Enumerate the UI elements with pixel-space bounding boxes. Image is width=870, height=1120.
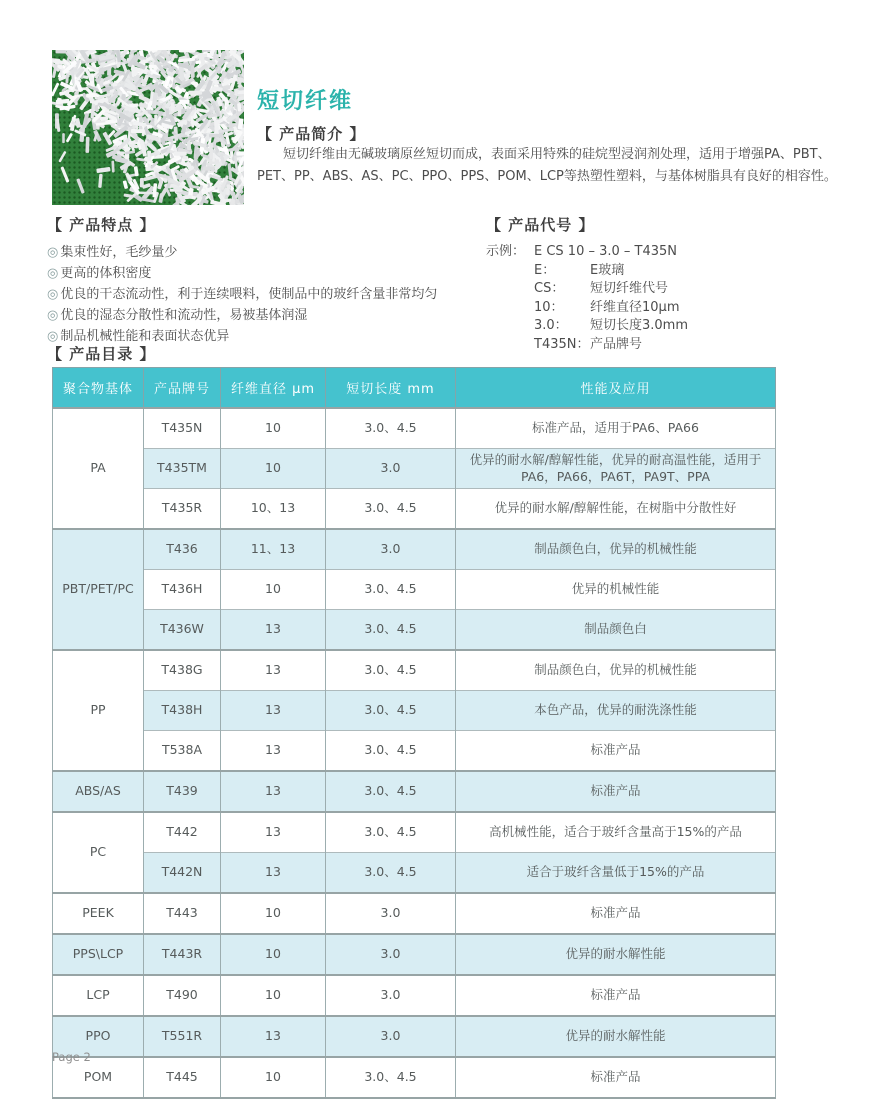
performance-cell: 优异的耐水解性能 — [456, 934, 776, 975]
fiber-diameter-cell: 13 — [221, 650, 326, 691]
chop-length-cell: 3.0、4.5 — [326, 408, 456, 449]
product-code-cell: T551R — [144, 1016, 221, 1057]
fiber-diameter-cell: 13 — [221, 1016, 326, 1057]
code-key: E： — [534, 262, 556, 278]
polymer-cell: LCP — [53, 975, 144, 1016]
code-legend-row — [486, 262, 866, 281]
fiber-illustration — [52, 50, 244, 205]
chop-length-cell: 3.0、4.5 — [326, 1057, 456, 1098]
chop-length-cell: 3.0、4.5 — [326, 650, 456, 691]
code-key: 3.0： — [534, 318, 568, 333]
table-header-cell: 纤维直径 μm — [221, 368, 326, 409]
feature-item — [47, 284, 467, 305]
polymer-cell: PP — [53, 650, 144, 771]
feature-text: 优良的干态流动性，利于连续喂料，使制品中的玻纤含量非常均匀 — [60, 287, 438, 302]
product-code-cell: T443R — [144, 934, 221, 975]
table-row — [53, 529, 776, 570]
table-row — [53, 771, 776, 812]
feature-text: 更高的体积密度 — [60, 266, 152, 281]
table-header-cell: 性能及应用 — [456, 368, 776, 409]
chop-length-cell: 3.0 — [326, 1016, 456, 1057]
catalog-table — [52, 367, 776, 1099]
fiber-diameter-cell: 13 — [221, 731, 326, 772]
product-code-cell: T436W — [144, 610, 221, 651]
fiber-diameter-cell: 13 — [221, 853, 326, 894]
table-row — [53, 853, 776, 894]
product-code-cell: T538A — [144, 731, 221, 772]
table-row — [53, 1016, 776, 1057]
fiber-diameter-cell: 10 — [221, 934, 326, 975]
code-example-value: E CS 10 – 3.0 – T435N — [534, 244, 678, 259]
fiber-diameter-cell: 10 — [221, 975, 326, 1016]
code-key: T435N： — [534, 336, 590, 352]
fiber-diameter-cell: 10 — [221, 408, 326, 449]
performance-cell: 标准产品，适用于PA6、PA66 — [456, 408, 776, 449]
fiber-diameter-cell: 13 — [221, 691, 326, 731]
chop-length-cell: 3.0、4.5 — [326, 853, 456, 894]
chop-length-cell: 3.0 — [326, 893, 456, 934]
fiber-diameter-cell: 13 — [221, 610, 326, 651]
table-row — [53, 975, 776, 1016]
code-block — [486, 243, 866, 354]
section-heading-codes: 【 产品代号 】 — [486, 216, 595, 234]
code-key: CS： — [534, 281, 565, 296]
performance-cell: 高机械性能，适合于玻纤含量高于15%的产品 — [456, 812, 776, 853]
product-code-cell: T435TM — [144, 449, 221, 489]
table-row — [53, 650, 776, 691]
chopped-fiber-photo — [52, 50, 244, 205]
code-legend-row — [486, 280, 866, 299]
table-row — [53, 489, 776, 530]
code-legend-row — [486, 317, 866, 336]
product-code-cell: T435N — [144, 408, 221, 449]
polymer-cell: PBT/PET/PC — [53, 529, 144, 650]
table-row — [53, 570, 776, 610]
code-desc: 短切长度3.0mm — [590, 318, 689, 333]
table-row — [53, 893, 776, 934]
fiber-diameter-cell: 10、13 — [221, 489, 326, 530]
product-code-cell: T442 — [144, 812, 221, 853]
table-header-cell: 短切长度 mm — [326, 368, 456, 409]
fiber-diameter-cell: 10 — [221, 570, 326, 610]
table-row — [53, 408, 776, 449]
polymer-cell: PA — [53, 408, 144, 529]
chop-length-cell: 3.0 — [326, 934, 456, 975]
performance-cell: 标准产品 — [456, 731, 776, 772]
product-code-cell: T436 — [144, 529, 221, 570]
page-title: 短切纤维 — [257, 89, 354, 114]
table-row — [53, 731, 776, 772]
code-rows — [486, 262, 866, 355]
table-row — [53, 610, 776, 651]
product-code-cell: T443 — [144, 893, 221, 934]
performance-cell: 标准产品 — [456, 893, 776, 934]
fiber-diameter-cell: 10 — [221, 449, 326, 489]
code-example-label: 示例： — [486, 244, 526, 259]
table-row — [53, 934, 776, 975]
table-header-cell: 聚合物基体 — [53, 368, 144, 409]
section-heading-features: 【 产品特点 】 — [47, 216, 156, 234]
performance-cell: 制品颜色白 — [456, 610, 776, 651]
feature-bullet-icon: ◎ — [47, 266, 59, 281]
code-desc: 纤维直径10μm — [590, 299, 680, 315]
code-desc: 短切纤维代号 — [590, 281, 669, 296]
performance-cell: 标准产品 — [456, 1057, 776, 1098]
polymer-cell: ABS/AS — [53, 771, 144, 812]
feature-text: 优良的湿态分散性和流动性，易被基体润湿 — [60, 308, 308, 323]
polymer-cell: PPO — [53, 1016, 144, 1057]
code-legend-row — [486, 336, 866, 355]
section-heading-intro: 【 产品简介 】 — [257, 125, 366, 143]
product-code-cell: T439 — [144, 771, 221, 812]
product-code-cell: T442N — [144, 853, 221, 894]
feature-list — [47, 242, 467, 347]
chop-length-cell: 3.0、4.5 — [326, 812, 456, 853]
code-example-line — [486, 243, 866, 262]
feature-bullet-icon: ◎ — [47, 287, 59, 302]
performance-cell: 优异的耐水解/醇解性能，优异的耐高温性能，适用于PA6，PA66，PA6T，PA9T、PPA — [456, 449, 776, 489]
polymer-cell: POM — [53, 1057, 144, 1098]
polymer-cell: PC — [53, 812, 144, 893]
chop-length-cell: 3.0、4.5 — [326, 570, 456, 610]
polymer-cell: PEEK — [53, 893, 144, 934]
performance-cell: 适合于玻纤含量低于15%的产品 — [456, 853, 776, 894]
performance-cell: 制品颜色白，优异的机械性能 — [456, 529, 776, 570]
product-code-cell: T438H — [144, 691, 221, 731]
fiber-diameter-cell: 11、13 — [221, 529, 326, 570]
code-desc: 产品牌号 — [590, 336, 643, 352]
performance-cell: 优异的机械性能 — [456, 570, 776, 610]
table-header-row — [53, 368, 776, 409]
performance-cell: 优异的耐水解/醇解性能，在树脂中分散性好 — [456, 489, 776, 530]
product-code-cell: T438G — [144, 650, 221, 691]
code-key: 10： — [534, 299, 564, 315]
chop-length-cell: 3.0、4.5 — [326, 691, 456, 731]
chop-length-cell: 3.0、4.5 — [326, 489, 456, 530]
feature-item — [47, 305, 467, 326]
product-code-cell: T445 — [144, 1057, 221, 1098]
performance-cell: 制品颜色白，优异的机械性能 — [456, 650, 776, 691]
fiber-diameter-cell: 13 — [221, 771, 326, 812]
fiber-diameter-cell: 10 — [221, 1057, 326, 1098]
chop-length-cell: 3.0 — [326, 975, 456, 1016]
section-heading-catalog: 【 产品目录 】 — [47, 345, 156, 363]
code-legend-row — [486, 299, 866, 318]
chop-length-cell: 3.0、4.5 — [326, 731, 456, 772]
table-header-cell: 产品牌号 — [144, 368, 221, 409]
feature-item — [47, 263, 467, 284]
performance-cell: 本色产品，优异的耐洗涤性能 — [456, 691, 776, 731]
product-code-cell: T436H — [144, 570, 221, 610]
feature-text: 制品机械性能和表面状态优异 — [60, 329, 230, 344]
chop-length-cell: 3.0 — [326, 529, 456, 570]
section-features — [47, 214, 467, 347]
polymer-cell: PPS\LCP — [53, 934, 144, 975]
fiber-diameter-cell: 13 — [221, 812, 326, 853]
feature-item — [47, 242, 467, 263]
chop-length-cell: 3.0、4.5 — [326, 771, 456, 812]
product-code-cell: T490 — [144, 975, 221, 1016]
product-code-cell: T435R — [144, 489, 221, 530]
feature-text: 集束性好，毛纱量少 — [60, 245, 178, 260]
chop-length-cell: 3.0、4.5 — [326, 610, 456, 651]
table-row — [53, 691, 776, 731]
code-desc: E玻璃 — [590, 262, 625, 278]
feature-bullet-icon: ◎ — [47, 308, 59, 323]
table-row — [53, 449, 776, 489]
performance-cell: 标准产品 — [456, 975, 776, 1016]
chop-length-cell: 3.0 — [326, 449, 456, 489]
intro-paragraph: 短切纤维由无碱玻璃原丝短切而成，表面采用特殊的硅烷型浸润剂处理，适用于增强PA、PBT、PET、PP、ABS、AS、PC、PPO、PPS、POM、LCP等热塑性塑料，与基体树脂具有良好的相容性。 — [257, 147, 837, 184]
section-codes — [486, 214, 866, 354]
table-row — [53, 1057, 776, 1098]
fiber-diameter-cell: 10 — [221, 893, 326, 934]
feature-bullet-icon: ◎ — [47, 329, 59, 344]
table-row — [53, 812, 776, 853]
performance-cell: 优异的耐水解性能 — [456, 1016, 776, 1057]
feature-bullet-icon: ◎ — [47, 245, 59, 260]
page-number: Page 2 — [52, 1050, 91, 1064]
performance-cell: 标准产品 — [456, 771, 776, 812]
